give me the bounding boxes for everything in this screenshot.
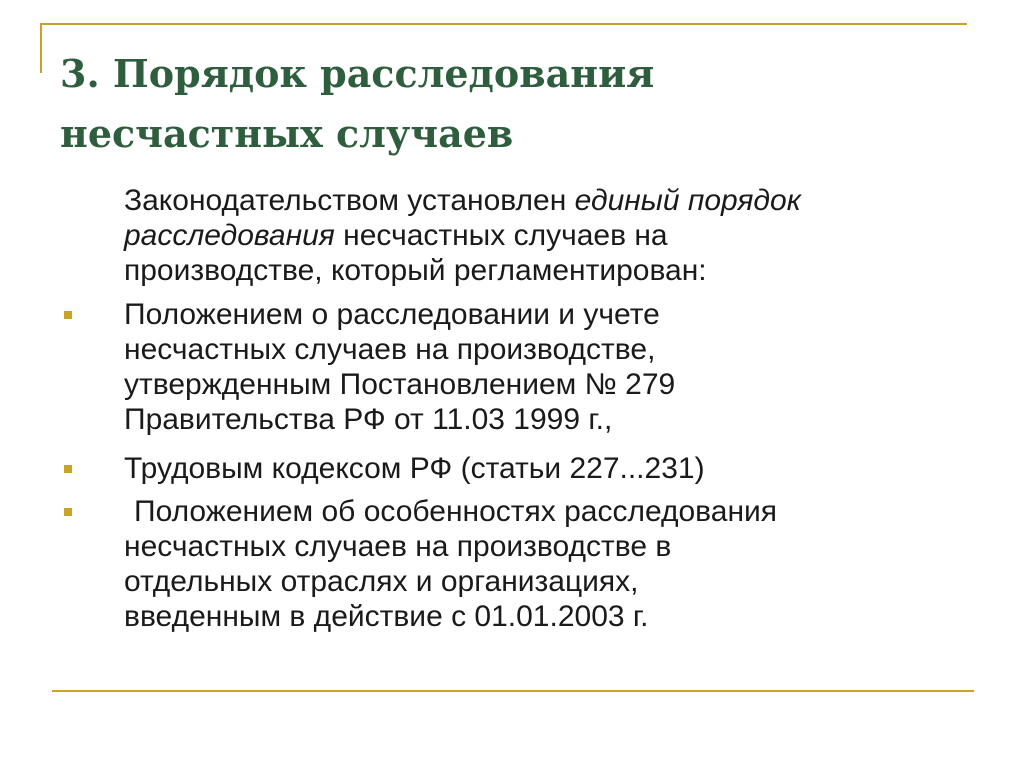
slide-title — [60, 44, 940, 164]
bullet-3-line-4: введенным в действие с 01.01.2003 г. — [124, 600, 649, 633]
intro-line-1 — [124, 183, 984, 218]
intro-text-part-1: Законодательством установлен — [124, 184, 575, 217]
intro-text-part-2: несчастных случаев на — [334, 219, 668, 252]
bullet-item-industry-regulation — [124, 494, 984, 634]
bullet-item-labor-code — [124, 451, 984, 486]
intro-line-2 — [124, 218, 984, 253]
bullet-3-line-2: несчастных случаев на производстве в — [124, 530, 672, 563]
top-divider — [40, 23, 967, 25]
intro-line-3: производстве, который регламентирован: — [124, 254, 707, 287]
bullet-3-line-3: отдельных отраслях и организациях, — [124, 565, 639, 598]
bullet-1-line-1: Положением о расследовании и учете — [124, 298, 660, 331]
bottom-divider — [52, 690, 974, 692]
slide-title-line-1: 3. Порядок расследования — [60, 51, 655, 96]
bullet-3-line-1: Положением об особенностях расследования — [134, 495, 778, 528]
intro-emphasis-1: единый порядок — [574, 184, 801, 217]
intro-emphasis-2: расследования — [124, 219, 335, 252]
bullet-1-line-4: Правительства РФ от 11.03 1999 г., — [124, 403, 613, 436]
slide-title-line-2: несчастных случаев — [60, 111, 514, 156]
bullet-1-line-3: утвержденным Постановлением № 279 — [124, 368, 676, 401]
bullet-item-regulation-279 — [124, 297, 984, 437]
square-bullet-icon — [64, 465, 72, 473]
intro-paragraph — [124, 183, 984, 288]
square-bullet-icon — [64, 508, 72, 516]
bullet-1-line-2: несчастных случаев на производстве, — [124, 333, 656, 366]
left-accent-divider — [40, 23, 42, 73]
bullet-2-line-1: Трудовым кодексом РФ (статьи 227...231) — [124, 452, 705, 485]
square-bullet-icon — [64, 311, 72, 319]
